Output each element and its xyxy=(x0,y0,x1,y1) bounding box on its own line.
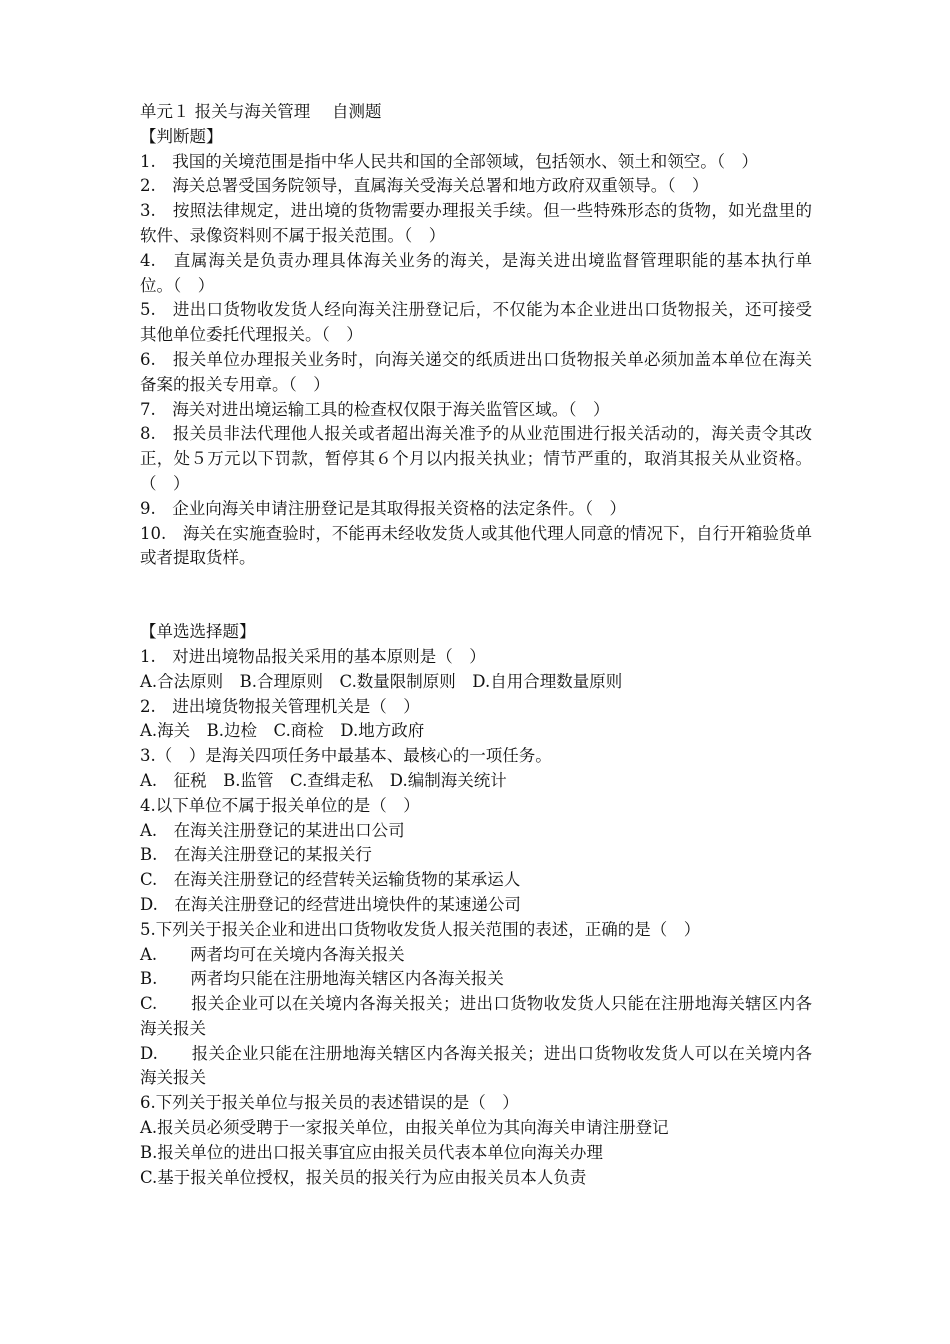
option-line: A.海关 B.边检 C.商检 D.地方政府 xyxy=(140,721,425,741)
judge-item: 9. 企业向海关申请注册登记是其取得报关资格的法定条件。（ ） xyxy=(140,498,626,518)
judge-item: 5. 进出口货物收发货人经向海关注册登记后，不仅能为本企业进出口货物报关，还可接受其他单位委托代理报关。（ ） xyxy=(140,300,812,345)
section-spacer xyxy=(140,571,812,620)
single-choice-heading: 【单选选择题】 xyxy=(140,622,256,642)
question-line: 1. 对进出境物品报关采用的基本原则是（ ） xyxy=(140,646,486,666)
judge-item: 8. 报关员非法代理他人报关或者超出海关准予的从业范围进行报关活动的，海关责令其改正，处５万元以下罚款，暂停其６个月以内报关执业；情节严重的，取消其报关从业资格。（ ） xyxy=(140,424,812,493)
question-line: 6.下列关于报关单位与报关员的表述错误的是（ ） xyxy=(140,1093,519,1113)
judge-item: 1. 我国的关境范围是指中华人民共和国的全部领域，包括领水、领土和领空。（ ） xyxy=(140,151,758,171)
option-line: A. 征税 B.监管 C.查缉走私 D.编制海关统计 xyxy=(140,770,507,790)
judge-item: 4. 直属海关是负责办理具体海关业务的海关，是海关进出境监督管理职能的基本执行单位。（ ） xyxy=(140,250,812,295)
question-line: 4.以下单位不属于报关单位的是（ ） xyxy=(140,795,420,815)
option-line: B. 两者均只能在注册地海关辖区内各海关报关 xyxy=(140,969,504,989)
option-line: B.报关单位的进出口报关事宜应由报关员代表本单位向海关办理 xyxy=(140,1142,603,1162)
page-title: 单元１ 报关与海关管理 自测题 xyxy=(140,102,382,121)
question-line: 5.下列关于报关企业和进出口货物收发货人报关范围的表述，正确的是（ ） xyxy=(140,919,701,939)
option-line: A.合法原则 B.合理原则 C.数量限制原则 D.自用合理数量原则 xyxy=(140,671,623,691)
judge-item: 2. 海关总署受国务院领导，直属海关受海关总署和地方政府双重领导。（ ） xyxy=(140,176,709,196)
option-line: B. 在海关注册登记的某报关行 xyxy=(140,845,372,865)
question-line: 3.（ ）是海关四项任务中最基本、最核心的一项任务。 xyxy=(140,746,552,766)
option-line: A. 在海关注册登记的某进出口公司 xyxy=(140,820,405,840)
judge-heading: 【判断题】 xyxy=(140,126,223,146)
option-line: C. 在海关注册登记的经营转关运输货物的某承运人 xyxy=(140,870,521,890)
judge-item: 3. 按照法律规定，进出境的货物需要办理报关手续。但一些特殊形态的货物，如光盘里的软件、录像资料则不属于报关范围。（ ） xyxy=(140,201,812,245)
option-line: A.报关员必须受聘于一家报关单位，由报关单位为其向海关申请注册登记 xyxy=(140,1118,669,1138)
judge-item: 7. 海关对进出境运输工具的检查权仅限于海关监管区域。（ ） xyxy=(140,399,610,419)
question-line: 2. 进出境货物报关管理机关是（ ） xyxy=(140,696,420,716)
document-page xyxy=(140,100,812,1190)
option-line: C.基于报关单位授权，报关员的报关行为应由报关员本人负责 xyxy=(140,1167,587,1187)
judge-item: 10. 海关在实施查验时，不能再未经收发货人或其他代理人同意的情况下，自行开箱验货单或者提取货样。 xyxy=(140,523,812,568)
option-line: D. 在海关注册登记的经营进出境快件的某速递公司 xyxy=(140,894,521,914)
judge-item: 6. 报关单位办理报关业务时，向海关递交的纸质进出口货物报关单必须加盖本单位在海关备案的报关专用章。（ ） xyxy=(140,349,812,394)
option-line: D. 报关企业只能在注册地海关辖区内各海关报关；进出口货物收发货人可以在关境内各海关报关 xyxy=(140,1043,812,1088)
option-line: C. 报关企业可以在关境内各海关报关；进出口货物收发货人只能在注册地海关辖区内各海关报关 xyxy=(140,994,812,1038)
option-line: A. 两者均可在关境内各海关报关 xyxy=(140,944,405,964)
